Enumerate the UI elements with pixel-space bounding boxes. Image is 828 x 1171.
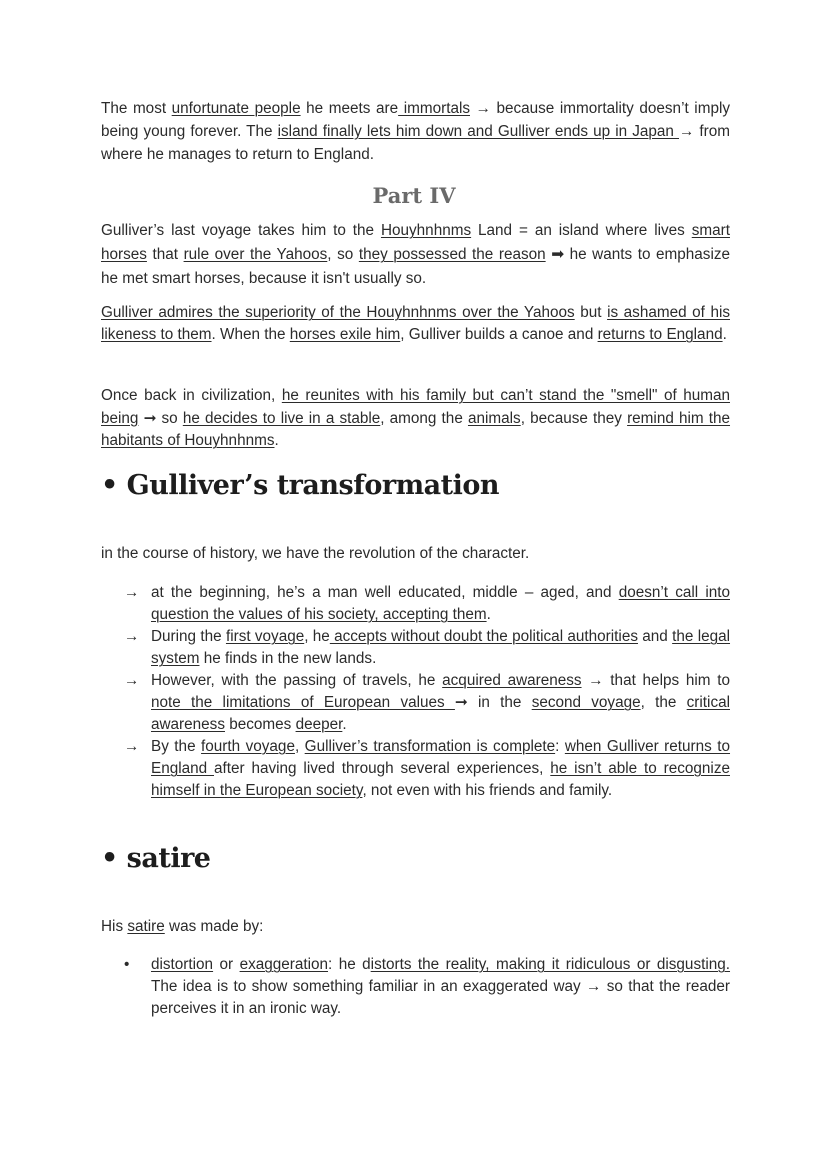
underlined-text: animals <box>467 409 521 427</box>
arrow-icon: → <box>124 584 140 601</box>
text-segment: and <box>637 628 673 645</box>
text-segment: . <box>342 716 347 733</box>
paragraph-return-civilization <box>101 385 730 453</box>
text-segment: , <box>294 738 305 755</box>
underlined-text: critical awareness <box>151 694 730 733</box>
underlined-text: unfortunate people <box>171 100 301 117</box>
text-segment: or <box>213 956 240 973</box>
underlined-text: when Gulliver returns to England <box>151 738 731 777</box>
text-segment: The most <box>101 100 172 117</box>
underlined-text: satire <box>127 918 165 935</box>
underlined-text: first voyage <box>225 628 305 645</box>
list-item <box>101 736 730 802</box>
text-segment: . <box>722 326 727 343</box>
list-item <box>101 954 730 1020</box>
text-segment: ➞ so <box>138 409 183 427</box>
text-segment: he meets are <box>300 100 399 117</box>
text-segment: he finds in the new lands. <box>199 650 377 667</box>
text-segment: , among the <box>380 409 468 427</box>
underlined-text: rule over the Yahoos <box>183 246 328 263</box>
underlined-text: Houyhnhnms <box>380 222 472 239</box>
text-segment: but <box>574 304 608 321</box>
paragraph-houyhnhnms-land <box>101 219 730 291</box>
text-segment: Once back in civilization, <box>101 387 282 404</box>
section-heading-transformation: • Gulliver’s transformation <box>101 470 499 501</box>
arrow-icon: → <box>124 738 140 755</box>
arrow-icon: → <box>124 672 140 689</box>
text-segment: During the <box>151 628 226 645</box>
list-item <box>101 626 730 670</box>
text-segment: → that helps him to <box>581 672 730 689</box>
text-segment: , Gulliver builds a canoe and <box>400 326 598 343</box>
underlined-text: remind him the habitants of Houyhnhnms <box>101 409 731 449</box>
text-segment: was made by: <box>164 918 264 935</box>
underlined-text: returns to England <box>597 326 723 343</box>
underlined-text: the legal system <box>151 628 731 667</box>
paragraph-exile <box>101 302 730 346</box>
text-segment: . <box>274 432 279 449</box>
text-segment: at the beginning, he’s a man well educated, middle – aged, and <box>151 584 619 601</box>
underlined-text: Gulliver admires the superiority of the Houyhnhnms over the Yahoos <box>101 304 575 321</box>
text-segment: , so <box>327 246 359 263</box>
text-segment: , he <box>304 628 330 645</box>
arrow-icon: → <box>124 628 140 645</box>
text-segment: , because they <box>520 409 628 427</box>
text-segment: → from where he manages to return to England. <box>101 123 731 163</box>
underlined-text: istorts the reality, making it ridiculous or disgusting. <box>370 956 731 973</box>
text-segment: : he d <box>328 956 371 973</box>
text-segment: in the course of history, we have the revolution of the character. <box>101 545 530 562</box>
underlined-text: Gulliver’s transformation is complete <box>304 738 556 755</box>
underlined-text: note the limitations of European values <box>151 694 455 711</box>
bullet-icon: • <box>124 956 130 973</box>
section-heading-satire: • satire <box>101 843 211 874</box>
text-segment: However, with the passing of travels, he <box>151 672 443 689</box>
underlined-text: exaggeration <box>239 956 329 973</box>
text-segment: , the <box>640 694 687 711</box>
transformation-list <box>101 582 730 802</box>
text-segment: ➞ in the <box>454 694 532 711</box>
list-item <box>101 670 730 736</box>
underlined-text: accepts without doubt the political authorities <box>329 628 638 645</box>
text-segment: By the <box>151 738 202 755</box>
text-segment: → because immortality doesn’t imply being young forever. The <box>101 100 730 140</box>
underlined-text: smart horses <box>101 222 730 263</box>
satire-list <box>101 954 730 1020</box>
text-segment: , not even with his friends and family. <box>362 782 613 799</box>
text-segment: after having lived through several experiences, <box>214 760 551 777</box>
paragraph-immortals <box>101 97 730 166</box>
text-segment: ➡ he wants to emphasize he met smart horses, because it isn't usually so. <box>101 246 731 287</box>
list-item <box>101 582 730 626</box>
underlined-text: doesn’t call into question the values of his society, accepting them <box>151 584 730 623</box>
underlined-text: island finally lets him down and Gulliver ends up in Japan <box>277 123 680 140</box>
underlined-text: he isn’t able to recognize himself in the European society <box>151 760 730 799</box>
underlined-text: they possessed the reason <box>358 246 546 263</box>
underlined-text: acquired awareness <box>442 672 582 689</box>
paragraph-course-of-history <box>101 542 730 565</box>
underlined-text: immortals <box>398 100 470 117</box>
text-segment: becomes <box>224 716 296 733</box>
underlined-text: fourth voyage <box>201 738 295 755</box>
underlined-text: he reunites with his family but can’t stand the "smell" of human being <box>101 387 730 427</box>
text-segment: Land = an island where lives <box>471 222 692 239</box>
underlined-text: second voyage <box>531 694 641 711</box>
text-segment: : <box>555 738 565 755</box>
underlined-text: deeper <box>295 716 343 733</box>
text-segment: . <box>486 606 491 623</box>
text-segment: Gulliver’s last voyage takes him to the <box>101 222 381 239</box>
underlined-text: he decides to live in a stable <box>182 409 381 427</box>
paragraph-satire-intro <box>101 915 730 938</box>
part-iv-heading: Part IV <box>372 183 456 208</box>
underlined-text: is ashamed of his likeness to them <box>101 304 730 343</box>
text-segment: The idea is to show something familiar in an exaggerated way → so that the reader perceives it in an ironic way. <box>151 978 730 1017</box>
text-segment: that <box>146 246 184 263</box>
text-segment: . When the <box>211 326 290 343</box>
text-segment: His <box>101 918 128 935</box>
underlined-text: horses exile him <box>289 326 401 343</box>
underlined-text: distortion <box>151 956 214 973</box>
